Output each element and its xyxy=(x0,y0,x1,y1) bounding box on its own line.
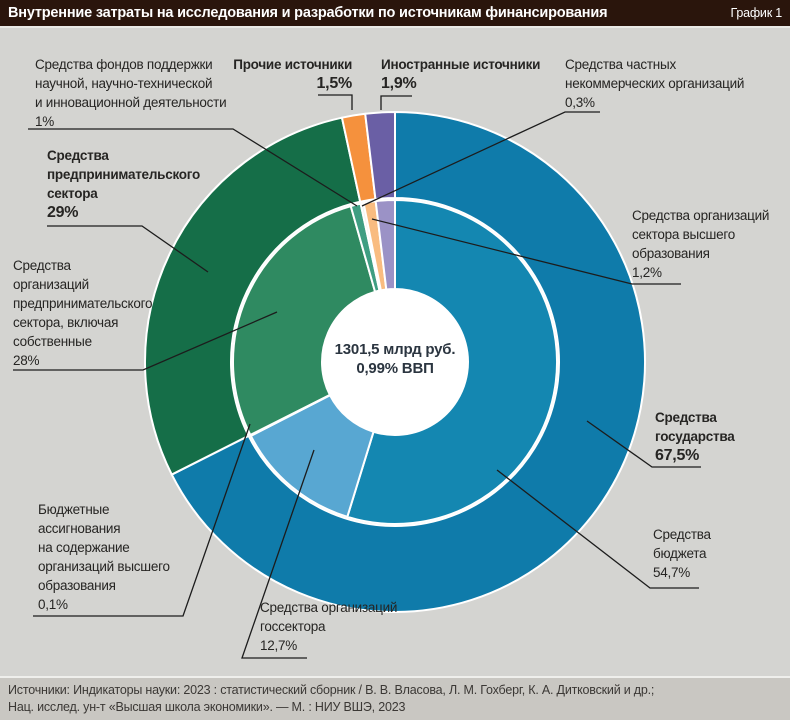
callout-value: 12,7% xyxy=(260,638,298,653)
callout-line: сектора, включая xyxy=(13,315,119,330)
callout-business xyxy=(47,146,252,223)
callout-line: ассигнования xyxy=(38,521,121,536)
pointer-other xyxy=(318,95,352,110)
callout-line: предпринимательского xyxy=(13,296,153,311)
callout-line: и инновационной деятельности xyxy=(35,95,227,110)
callout-other xyxy=(202,55,352,94)
callout-value: 0,1% xyxy=(38,597,68,612)
callout-line: Иностранные источники xyxy=(381,57,541,72)
source-line-2: Нац. исслед. ун-т «Высшая школа экономики». — М. : НИУ ВШЭ, 2023 xyxy=(8,700,406,714)
callout-line: Средства xyxy=(655,410,717,425)
callout-line: образования xyxy=(632,246,710,261)
callout-line: государства xyxy=(655,429,735,444)
callout-value: 1,5% xyxy=(316,75,352,92)
callout-line: научной, научно-технической xyxy=(35,76,213,91)
callout-line: госсектора xyxy=(260,619,326,634)
callout-line: сектора xyxy=(47,186,98,201)
callout-value: 28% xyxy=(13,353,40,368)
callout-line: Средства xyxy=(47,148,109,163)
callout-line: Прочие источники xyxy=(233,57,352,72)
center-total-value: 1301,5 млрд руб. xyxy=(334,341,456,358)
callout-line: на содержание xyxy=(38,540,130,555)
source-note xyxy=(0,676,790,720)
callout-value: 0,3% xyxy=(565,95,595,110)
callout-state xyxy=(655,408,785,466)
callout-value: 1% xyxy=(35,114,55,129)
callout-line: Средства xyxy=(13,258,71,273)
callout-line: организаций высшего xyxy=(38,559,170,574)
callout-value: 1,9% xyxy=(381,75,417,92)
callout-budget xyxy=(653,525,783,582)
callout-line: Средства частных xyxy=(565,57,676,72)
callout-line: организаций xyxy=(13,277,89,292)
callout-line: Средства фондов поддержки xyxy=(35,57,213,72)
chart-number-badge: График 1 xyxy=(730,6,782,20)
center-gdp-share: 0,99% ВВП xyxy=(356,360,434,377)
pointer-foreign xyxy=(381,96,412,110)
callout-line: бюджета xyxy=(653,546,707,561)
callout-line: образования xyxy=(38,578,116,593)
callout-line: сектора высшего xyxy=(632,227,735,242)
center-total-label xyxy=(275,340,515,378)
callout-line: собственные xyxy=(13,334,92,349)
callout-line: некоммерческих организаций xyxy=(565,76,745,91)
callout-value: 1,2% xyxy=(632,265,662,280)
callout-value: 29% xyxy=(47,204,79,221)
page-title: Внутренние затраты на исследования и разработки по источникам финансирования xyxy=(8,5,608,21)
callout-line: Средства организаций xyxy=(632,208,770,223)
callout-higher_ed_orgs xyxy=(632,206,787,282)
callout-higher_ed_budget xyxy=(38,500,228,614)
callout-line: Средства xyxy=(653,527,711,542)
source-line-1: Источники: Индикаторы науки: 2023 : статистический сборник / В. В. Власова, Л. М. Гохберг, К. А. Дитковский и др.; xyxy=(8,683,655,697)
callout-line: предпринимательского xyxy=(47,167,200,182)
callout-line: Бюджетные xyxy=(38,502,110,517)
callout-foreign xyxy=(381,55,553,94)
callout-value: 67,5% xyxy=(655,447,700,464)
callout-nonprofit xyxy=(565,55,785,112)
callout-gov_orgs xyxy=(260,598,430,655)
callout-value: 54,7% xyxy=(653,565,691,580)
callout-line: Средства организаций xyxy=(260,600,398,615)
callout-business_own xyxy=(13,256,218,370)
